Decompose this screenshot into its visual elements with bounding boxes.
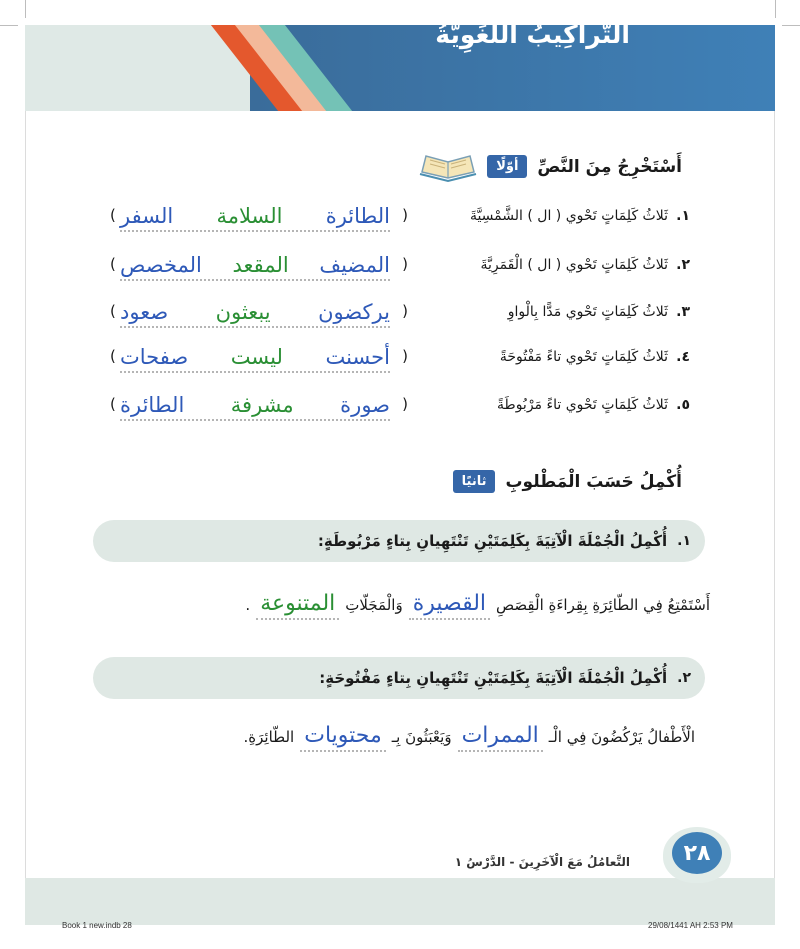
footer-band [25, 878, 775, 925]
sentence-end: . [245, 596, 251, 614]
section2-heading [453, 470, 682, 493]
sentence-text: وَالْمَجَلّاتِ [345, 596, 403, 614]
question-number: ٢. [677, 670, 691, 686]
page-number: ٢٨ [672, 832, 722, 874]
close-paren: ) [110, 347, 116, 365]
list-item [110, 300, 690, 336]
item-prompt: ثَلاثُ كَلِمَاتٍ تَحْوي مَدًّا بِالْواوِ [507, 304, 668, 320]
question-number: ١. [677, 533, 691, 549]
answer-word: مشرفة [230, 393, 294, 417]
close-paren: ) [110, 255, 116, 273]
item-prompt: ثَلاثُ كَلِمَاتٍ تَحْوي تاءً مَرْبُوطَةً [497, 397, 668, 413]
crop-mark [25, 0, 26, 18]
item-number: ٤. [676, 349, 690, 365]
open-paren: ( [402, 255, 408, 273]
open-paren: ( [402, 302, 408, 320]
answer-word: يركضون [318, 300, 390, 324]
answer-line [120, 298, 390, 328]
lesson-label: التَّعامُلُ مَعَ الْآخَرِينَ - الدَّرْسُ ١ [454, 855, 630, 869]
item-number: ٣. [676, 304, 690, 320]
section1-badge: أوّلًا [487, 155, 527, 178]
answer-word: الطائرة [120, 393, 185, 417]
answer-word: المقعد [232, 253, 289, 277]
sentence-text: الطّائِرَةِ. [243, 728, 295, 746]
answer-line [120, 251, 390, 281]
question-2-box [93, 657, 705, 699]
answer-word: صورة [340, 393, 390, 417]
section1-title: أَسْتَخْرِجُ مِنَ النَّصِّ [537, 156, 682, 177]
list-item [110, 204, 690, 240]
blank-line [458, 722, 543, 752]
sentence-text: وَيَعْبَثُونَ بِـ [391, 728, 452, 746]
answer-word: القصيرة [412, 591, 487, 616]
answer-word: يبعثون [215, 300, 271, 324]
answer-word: المضيف [319, 253, 390, 277]
answer-word: صعود [120, 300, 169, 324]
blank-line [300, 722, 386, 752]
open-paren: ( [402, 206, 408, 224]
list-item [110, 253, 690, 289]
item-number: ١. [676, 208, 690, 224]
list-item [110, 393, 690, 429]
sentence-text: أَسْتَمْتِعُ فِي الطّائِرَةِ بِقِراءَةِ الْقِصَصِ [496, 596, 710, 614]
crop-mark [775, 0, 776, 18]
open-paren: ( [402, 395, 408, 413]
answer-word: السلامة [216, 204, 283, 228]
answer-word: المتنوعة [260, 591, 336, 616]
open-paren: ( [402, 347, 408, 365]
close-paren: ) [110, 395, 116, 413]
blank-line [256, 590, 339, 620]
item-prompt: ثَلاثُ كَلِمَاتٍ تَحْوي ( ال ) الشَّمْسِيَّةَ [469, 208, 668, 224]
list-item [110, 345, 690, 381]
print-slug-right: 29/08/1441 AH 2:53 PM [648, 921, 733, 930]
section2-title: أُكْمِلُ حَسَبَ الْمَطْلوبِ [505, 471, 682, 492]
answer-word: الممرات [461, 723, 539, 748]
answer-word: الطائرة [325, 204, 390, 228]
answer-word: ليست [230, 345, 283, 369]
sentence-1 [120, 590, 710, 620]
answer-word: المخصص [120, 253, 202, 277]
close-paren: ) [110, 206, 116, 224]
answer-line [120, 343, 390, 373]
section1-heading [487, 155, 682, 178]
crop-mark [782, 25, 800, 26]
answer-word: صفحات [120, 345, 189, 369]
answer-word: السفر [120, 204, 174, 228]
crop-mark [0, 25, 18, 26]
answer-line [120, 202, 390, 232]
item-prompt: ثَلاثُ كَلِمَاتٍ تَحْوي تاءً مَفْتُوحَةً [499, 349, 668, 365]
question-text: أُكْمِلُ الْجُمْلَةَ الْآتِيَةَ بِكَلِمَتَيْنِ تَنْتَهِيانِ بِتاءٍ مَفْتُوحَةٍ: [319, 669, 668, 687]
open-book-icon [418, 148, 478, 184]
question-text: أُكْمِلُ الْجُمْلَةَ الْآتِيَةَ بِكَلِمَتَيْنِ تَنْتَهِيانِ بِتاءٍ مَرْبُوطَةٍ: [317, 532, 668, 550]
section2-badge: ثانيًا [453, 470, 496, 493]
question-1-box [93, 520, 705, 562]
answer-word: محتويات [304, 723, 382, 748]
sentence-text: الْأَطْفالُ يَرْكُضُونَ فِي الْـ [548, 728, 695, 746]
print-slug-left: Book 1 new.indb 28 [62, 921, 132, 930]
header-banner [25, 25, 775, 111]
answer-line [120, 391, 390, 421]
item-prompt: ثَلاثُ كَلِمَاتٍ تَحْوي ( ال ) الْقَمَرِيَّةَ [480, 257, 668, 273]
close-paren: ) [110, 302, 116, 320]
blank-line [409, 590, 490, 620]
item-number: ٢. [676, 257, 690, 273]
answer-word: أحسنت [325, 345, 390, 369]
sentence-2 [130, 722, 695, 752]
item-number: ٥. [676, 397, 690, 413]
page-title: التَّراكِيبُ اللُّغَوِيَّةُ [435, 20, 630, 49]
